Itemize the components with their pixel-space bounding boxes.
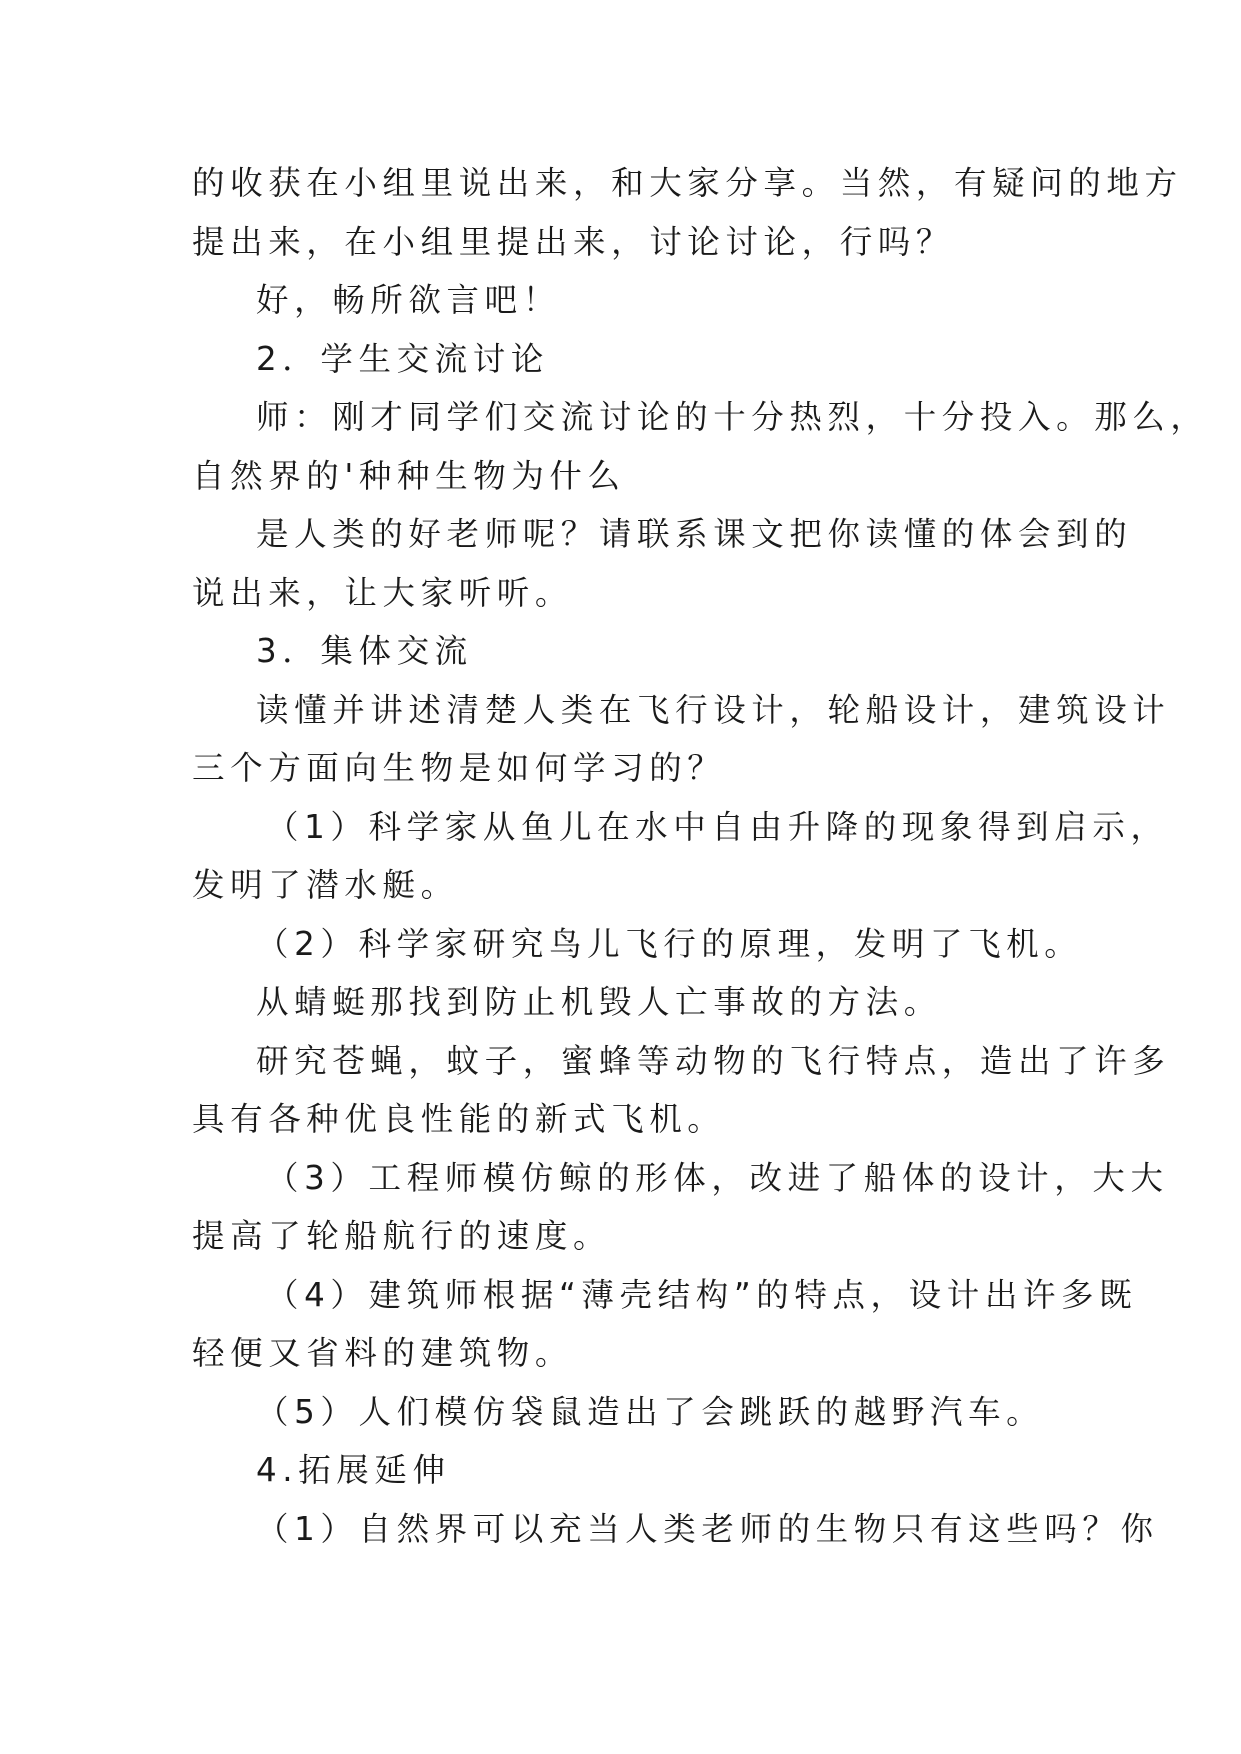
text-line: （1）自然界可以充当人类老师的生物只有这些吗？你	[256, 1509, 1159, 1548]
text-line: 具有各种优良性能的新式飞机。	[192, 1100, 726, 1138]
paragraph-11	[192, 1032, 1171, 1149]
text-line: 4.拓展延伸	[256, 1451, 451, 1489]
text-line: （2）科学家研究鸟儿飞行的原理，发明了飞机。	[256, 924, 1083, 963]
text-line: 好，畅所欲言吧！	[256, 281, 561, 319]
text-line: 是人类的好老师呢？请联系课文把你读懂的体会到的	[256, 515, 1133, 553]
text-line: 从蜻蜓那找到防止机毁人亡事故的方法。	[256, 983, 942, 1021]
text-line: 读懂并讲述清楚人类在飞行设计，轮船设计，建筑设计	[256, 690, 1171, 729]
text-line: 提出来，在小组里提出来，讨论讨论，行吗？	[192, 222, 955, 261]
paragraph-2	[192, 271, 1054, 330]
text-line: 说出来，让大家听听。	[192, 573, 574, 612]
section-heading-4	[192, 1441, 1054, 1500]
list-item-5	[192, 1383, 1054, 1442]
text-line: （5）人们模仿袋鼠造出了会跳跃的越野汽车。	[256, 1392, 1045, 1431]
text-line: （4）建筑师根据“薄壳结构”的特点，设计出许多既	[266, 1275, 1138, 1314]
paragraph-16	[192, 1500, 1159, 1559]
list-item-2	[192, 915, 1083, 974]
text-line: 师：刚才同学们交流讨论的十分热烈，十分投入。那么，	[256, 398, 1209, 436]
list-item-1	[192, 798, 1169, 915]
section-heading-3	[192, 622, 1054, 681]
paragraph-5	[192, 505, 1133, 622]
text-line: （3）工程师模仿鲸的形体，改进了船体的设计，大大	[266, 1158, 1169, 1197]
list-item-4	[192, 1266, 1138, 1383]
document-page	[192, 154, 1209, 1558]
text-line: 研究苍蝇，蚊子，蜜蜂等动物的飞行特点，造出了许多	[256, 1041, 1171, 1080]
paragraph-1	[192, 154, 1183, 271]
text-line: 轻便又省料的建筑物。	[192, 1334, 574, 1372]
text-line: （1）科学家从鱼儿在水中自由升降的现象得到启示，	[266, 807, 1169, 846]
text-line: 3．集体交流	[256, 632, 473, 670]
text-line: 自然界的'种种生物为什么	[192, 456, 626, 495]
section-heading-2	[192, 330, 1054, 389]
paragraph-4	[192, 388, 1209, 505]
text-line: 发明了潜水艇。	[192, 866, 459, 904]
text-line: 的收获在小组里说出来，和大家分享。当然，有疑问的地方	[192, 164, 1183, 202]
text-line: 三个方面向生物是如何学习的？	[192, 749, 726, 787]
text-line: 提高了轮船航行的速度。	[192, 1217, 612, 1255]
text-line: 2．学生交流讨论	[256, 339, 549, 378]
list-item-3	[192, 1149, 1169, 1266]
paragraph-10	[192, 973, 1054, 1032]
paragraph-7	[192, 681, 1171, 798]
